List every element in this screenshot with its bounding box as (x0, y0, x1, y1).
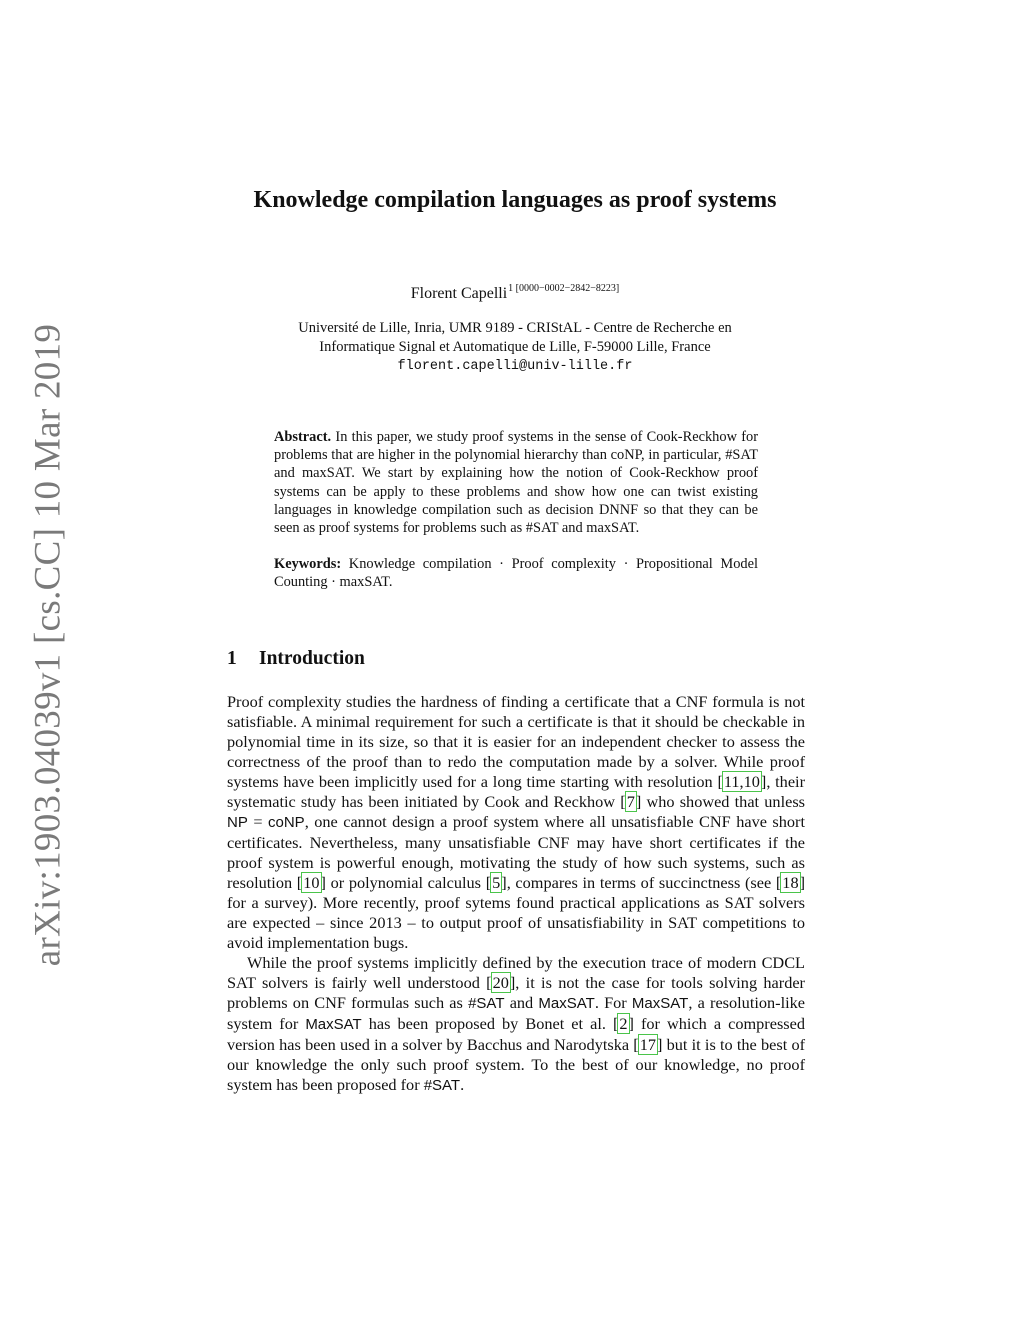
text-run: = (247, 812, 268, 831)
text-run: or polynomial calculus (325, 873, 486, 892)
text-run: , one cannot design a proof system where all unsatisfiable CNF have short certificates. Nevertheless, many unsatisfiable CNF may have short certificates if the proof system is powerful enough, motivating the study of how such systems, such as resolution (227, 812, 805, 892)
citation-link[interactable]: 11,10 (723, 772, 760, 791)
text-run: for which a compressed version has been used in a solver by Bacchus and Narodytska (227, 1014, 805, 1054)
abstract-label: Abstract. (274, 429, 332, 445)
affiliation (240, 319, 790, 376)
text-run: Proof complexity studies the hardness of finding a certificate that a CNF formula is not satisfiable. A minimal requirement for such a certificate is that it should be checkable in polynomial time in its size, so that it is easier for an independent checker to assess the correctness of the proof than to redo the computation made by a solver. While proof systems have been implicitly used for a long time starting with resolution (227, 692, 805, 791)
arxiv-stamp-text: arXiv:1903.04039v1 [cs.CC] 10 Mar 2019 (27, 323, 69, 967)
affiliation-line-2: Informatique Signal et Automatique de Lille, F-59000 Lille, France (319, 339, 711, 355)
problem-name: MaxSAT (538, 995, 595, 1012)
citation-link[interactable]: 2 (619, 1014, 628, 1033)
arxiv-stamp (27, 323, 69, 967)
paper-title: Knowledge compilation languages as proof systems (253, 187, 777, 213)
citation-link[interactable]: 10 (303, 873, 320, 892)
keywords-paragraph (274, 555, 758, 591)
problem-name: MaxSAT (305, 1016, 362, 1033)
section-title: Introduction (259, 648, 365, 669)
text-run: , their systematic study has been initiated by Cook and Reckhow (227, 772, 805, 811)
complexity-class: NP (227, 814, 248, 831)
keywords-label: Keywords: (274, 556, 342, 573)
text-run: who showed that unless (641, 792, 805, 811)
citation-link[interactable]: 20 (492, 973, 509, 992)
author-name: Florent Capelli (410, 285, 508, 302)
body-text (227, 692, 805, 1096)
affiliation-line-1: Université de Lille, Inria, UMR 9189 - CRIStAL - Centre de Recherche en (298, 320, 732, 336)
author-orcid: 1 [0000−0002−2842−8223] (508, 283, 620, 294)
section-number: 1 (227, 648, 237, 669)
problem-name: MaxSAT (631, 995, 689, 1012)
abstract-text: In this paper, we study proof systems in the sense of Cook-Reckhow for problems that are higher in the polynomial hierarchy than coNP, in particular, #SAT and maxSAT. We start by explaining how the notion of Cook-Reckhow proof systems can be apply to these problems and show how one can twist existing languages in knowledge compilation such as decision DNNF so that they can be seen as proof systems for problems such as #SAT and maxSAT. (274, 429, 758, 537)
text-run: , it is not the case for tools solving harder problems on CNF formulas such as (227, 973, 805, 1012)
citation-link[interactable]: 5 (492, 873, 501, 892)
author-email[interactable]: florent.capelli@univ-lille.fr (397, 359, 633, 374)
citation-link[interactable]: 7 (626, 792, 635, 811)
text-run: , a resolution-like system for (227, 993, 805, 1033)
text-run: for a survey). More recently, proof sytems found practical applications as SAT solvers are expected – since 2013 – to output proof of unsatisfiability in SAT competitions to avoid implementation bugs. (227, 893, 805, 952)
text-run: and (504, 993, 539, 1012)
text-run: , compares in terms of succinctness (see (506, 873, 776, 892)
citation-link[interactable]: 17 (639, 1035, 656, 1054)
text-run: While the proof systems implicitly defined by the execution trace of modern CDCL SAT solvers is fairly well understood (227, 953, 805, 992)
text-run: . (460, 1075, 465, 1094)
citation-link[interactable]: 18 (782, 873, 799, 892)
problem-name: #SAT (468, 995, 505, 1012)
keywords-text: Knowledge compilation · Proof complexity · Propositional Model Counting · maxSAT. (274, 556, 758, 591)
problem-name: #SAT (423, 1077, 461, 1094)
author-line (240, 283, 790, 303)
intro-paragraph-2: While the proof systems implicitly defined by the execution trace of modern CDCL SAT solvers is fairly well understood [20], it is not the case for tools solving harder problems on CNF formulas such as #SAT and MaxSAT. For MaxSAT, a resolution-like system for MaxSAT has been proposed by Bonet et al. [2] for which a compressed version has been used in a solver by Bacchus and Narodytska [17] but it is to the best of our knowledge the only such proof system. To the best of our knowledge, no proof system has been proposed for #SAT. (227, 953, 806, 1094)
text-run: has been proposed by Bonet et al. (361, 1014, 613, 1033)
section-heading (227, 648, 365, 670)
intro-paragraph-1: Proof complexity studies the hardness of finding a certificate that a CNF formula is not satisfiable. A minimal requirement for such a certificate is that it should be checkable in polynomial time in its size, so that it is easier for an independent checker to assess the correctness of the proof than to redo the computation made by a solver. While proof systems have been implicitly used for a long time starting with resolution [11,10], their systematic study has been initiated by Cook and Reckhow [7] who showed that unless NP = coNP, one cannot design a proof system where all unsatisfiable CNF have short certificates. Nevertheless, many unsatisfiable CNF may have short certificates if the proof system is powerful enough, motivating the study of how such systems, such as resolution [10] or polynomial calculus [5], compares in terms of succinctness (see [18] for a survey). More recently, proof sytems found practical applications as SAT solvers are expected – since 2013 – to output proof of unsatisfiability in SAT competitions to avoid implementation bugs. (227, 692, 805, 952)
text-run: . For (594, 993, 632, 1012)
complexity-class: coNP (268, 814, 305, 831)
text-run: but it is to the best of our knowledge the only such proof system. To the best of our knowledge, no proof system has been proposed for (227, 1035, 806, 1094)
abstract-paragraph (274, 428, 758, 537)
abstract-block (274, 428, 758, 592)
